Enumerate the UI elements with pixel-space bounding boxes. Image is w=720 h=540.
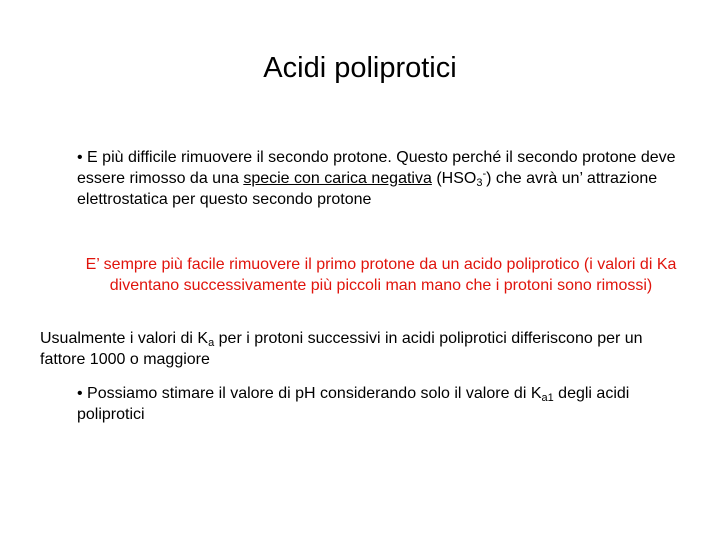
text-segment: Usualmente i valori di K xyxy=(40,330,209,347)
text-segment: E più difficile rimuovere il secondo protone. Questo perché il secondo protone deve essere rimosso da una xyxy=(77,149,676,187)
highlight-paragraph: E’ sempre più facile rimuovere il primo protone da un acido poliprotico (i valori di Ka diventano successivamente più piccoli man mano che i protoni sono rimossi) xyxy=(85,256,677,294)
underlined-text: specie con carica negativa xyxy=(243,170,432,187)
paragraph-ka-values xyxy=(40,328,680,370)
text-segment: (HSO xyxy=(431,170,477,187)
bullet-mark: • xyxy=(77,385,83,402)
bullet-paragraph-ph-estimate xyxy=(77,383,677,425)
text-segment: ) che avrà un’ attrazione elettrostatica per questo secondo protone xyxy=(77,170,658,208)
subscript: a xyxy=(208,337,215,349)
text-segment: per i protoni successivi in acidi poliprotici differiscono per un fattore 1000 o maggiore xyxy=(40,330,643,368)
text-segment: degli acidi poliprotici xyxy=(77,385,630,423)
bullet-mark: • xyxy=(77,149,83,166)
bullet-paragraph-second-proton xyxy=(77,147,677,210)
subscript: 3 xyxy=(476,177,483,189)
slide-title: Acidi poliprotici xyxy=(263,52,457,84)
superscript: - xyxy=(482,168,487,180)
text-segment: Possiamo stimare il valore di pH considerando solo il valore di K xyxy=(82,385,542,402)
subscript: a1 xyxy=(541,392,554,404)
